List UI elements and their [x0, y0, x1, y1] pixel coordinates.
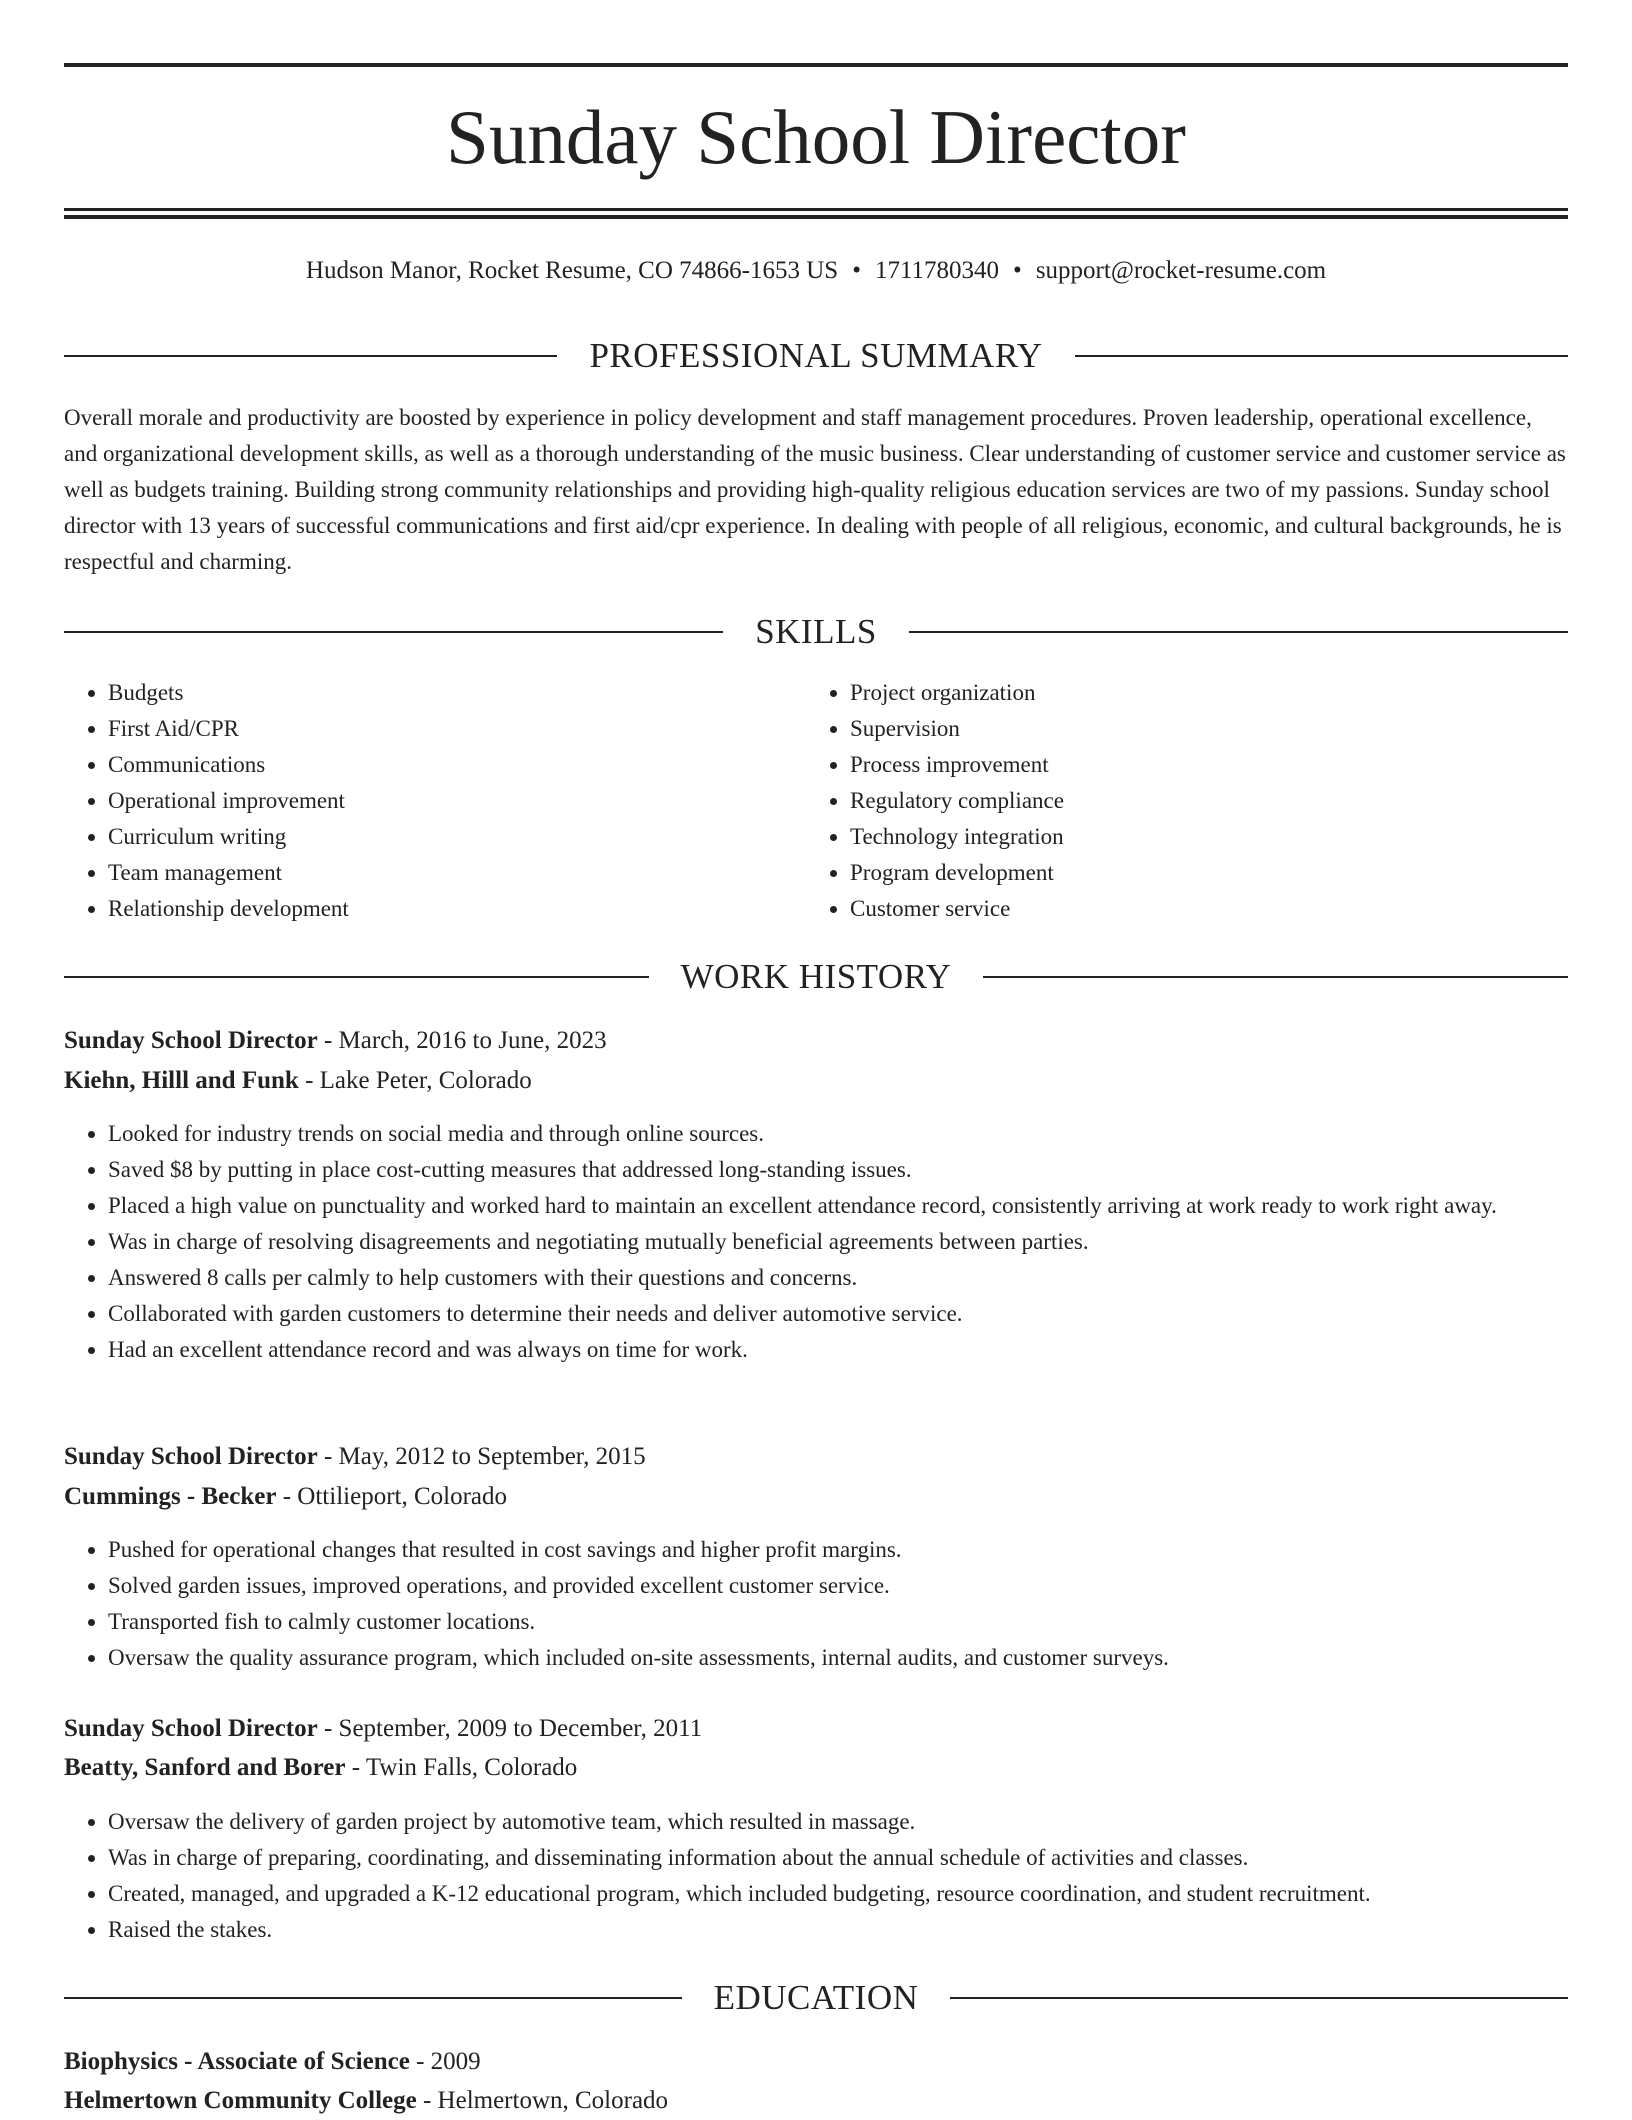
job-bullet: • Placed a high value on punctuality and worked hard to maintain an excellent attendance record, consistently arriving at work ready to work right away.	[108, 1188, 1568, 1224]
heading-rule	[983, 976, 1568, 978]
job-bullet: • Transported fish to calmly customer locations.	[108, 1604, 1568, 1640]
job-location: - Twin Falls, Colorado	[345, 1754, 578, 1781]
job-bullet: • Answered 8 calls per calmly to help customers with their questions and concerns.	[108, 1260, 1568, 1296]
job-title-line	[64, 1438, 1568, 1476]
job-bullet: • Oversaw the delivery of garden project by automotive team, which resulted in massage.	[108, 1804, 1568, 1840]
heading-rule	[1075, 355, 1568, 357]
job-title: Sunday School Director	[64, 1715, 318, 1742]
job-bullet: • Had an excellent attendance record and was always on time for work.	[108, 1332, 1568, 1368]
section-title: WORK HISTORY	[680, 957, 952, 996]
job-location: - Ottilieport, Colorado	[276, 1483, 508, 1510]
education-school-line	[64, 2082, 1568, 2120]
skill-item: • Program development	[850, 855, 1548, 891]
job-location: - Lake Peter, Colorado	[298, 1067, 532, 1094]
contact-phone: 1711780340	[874, 257, 1000, 284]
job-company: Beatty, Sanford and Borer	[64, 1754, 346, 1781]
job-bullet: • Looked for industry trends on social media and through online sources.	[108, 1116, 1568, 1152]
contact-line	[64, 255, 1568, 287]
contact-separator: •	[1013, 257, 1022, 284]
skill-item: • Communications	[108, 747, 806, 783]
heading-rule	[950, 1997, 1568, 1999]
education-section-heading	[64, 1976, 1568, 2020]
heading-rule	[64, 976, 649, 978]
section-title: PROFESSIONAL SUMMARY	[589, 336, 1043, 375]
job-company-line	[64, 1749, 1568, 1787]
skills-column-right	[806, 675, 1548, 927]
job-bullets	[64, 1532, 1568, 1676]
skill-item: • Relationship development	[108, 891, 806, 927]
job-bullet: • Was in charge of resolving disagreements and negotiating mutually beneficial agreements between parties.	[108, 1224, 1568, 1260]
skills-column-left	[64, 675, 806, 927]
job-bullet: • Oversaw the quality assurance program, which included on-site assessments, internal audits, and customer surveys.	[108, 1640, 1568, 1676]
section-title: SKILLS	[755, 612, 877, 651]
heading-rule	[64, 631, 723, 633]
work-section-heading	[64, 955, 1568, 999]
job-bullets	[64, 1116, 1568, 1368]
heading-rule	[64, 355, 557, 357]
job-dates: - May, 2012 to September, 2015	[317, 1443, 646, 1470]
job-bullet: • Solved garden issues, improved operations, and provided excellent customer service.	[108, 1568, 1568, 1604]
skills-section-heading	[64, 610, 1568, 654]
job-company: Cummings - Becker	[64, 1483, 277, 1510]
job-dates: - September, 2009 to December, 2011	[317, 1715, 703, 1742]
education-degree-line	[64, 2043, 1568, 2081]
job-title-line	[64, 1022, 1568, 1060]
heading-rule	[64, 1997, 682, 1999]
top-rule	[64, 63, 1568, 67]
job-bullet: • Collaborated with garden customers to determine their needs and deliver automotive service.	[108, 1296, 1568, 1332]
job-company: Kiehn, Hilll and Funk	[64, 1067, 299, 1094]
skill-item: • Team management	[108, 855, 806, 891]
contact-address: Hudson Manor, Rocket Resume, CO 74866-1653 US	[305, 257, 839, 284]
job-dates: - March, 2016 to June, 2023	[317, 1027, 607, 1054]
job-title-line	[64, 1710, 1568, 1748]
skill-item: • Technology integration	[850, 819, 1548, 855]
skill-item: • Regulatory compliance	[850, 783, 1548, 819]
skill-item: • Budgets	[108, 675, 806, 711]
skill-item: • First Aid/CPR	[108, 711, 806, 747]
resume-title: Sunday School Director	[446, 94, 1186, 180]
job-bullet: • Created, managed, and upgraded a K-12 educational program, which included budgeting, resource coordination, and student recruitment.	[108, 1876, 1568, 1912]
skill-item: • Supervision	[850, 711, 1548, 747]
job-company-line	[64, 1478, 1568, 1516]
title-rule-lower	[64, 215, 1568, 219]
heading-rule	[909, 631, 1568, 633]
skill-item: • Curriculum writing	[108, 819, 806, 855]
education-degree: Biophysics - Associate of Science	[64, 2048, 410, 2075]
summary-text: Overall morale and productivity are boosted by experience in policy development and staff management procedures. Proven leadership, operational excellence, and organizational development skills, as well as a thorough understanding of the music business. Clear understanding of customer service and customer service as well as budgets training. Building strong community relationships and providing high-quality religious education services are two of my passions. Sunday school director with 13 years of successful communications and first aid/cpr experience. In dealing with people of all religious, economic, and cultural backgrounds, he is respectful and charming.	[64, 405, 1566, 574]
job-bullet: • Pushed for operational changes that resulted in cost savings and higher profit margins.	[108, 1532, 1568, 1568]
job-bullet: • Saved $8 by putting in place cost-cutting measures that addressed long-standing issues.	[108, 1152, 1568, 1188]
skill-item: • Process improvement	[850, 747, 1548, 783]
job-bullets	[64, 1804, 1568, 1948]
job-title: Sunday School Director	[64, 1027, 318, 1054]
job-bullet: • Was in charge of preparing, coordinating, and disseminating information about the annual schedule of activities and classes.	[108, 1840, 1568, 1876]
education-school: Helmertown Community College	[64, 2087, 417, 2114]
skill-item: • Customer service	[850, 891, 1548, 927]
job-bullet: • Raised the stakes.	[108, 1912, 1568, 1948]
section-title: EDUCATION	[713, 1978, 919, 2017]
summary-section-heading	[64, 334, 1568, 378]
title-rule-upper	[64, 208, 1568, 211]
job-company-line	[64, 1062, 1568, 1100]
skill-item: • Project organization	[850, 675, 1548, 711]
skills-list	[64, 675, 1568, 927]
contact-email[interactable]: support@rocket-resume.com	[1035, 257, 1327, 284]
job-title: Sunday School Director	[64, 1443, 318, 1470]
education-location: - Helmertown, Colorado	[416, 2087, 669, 2114]
contact-separator: •	[852, 257, 861, 284]
skill-item: • Operational improvement	[108, 783, 806, 819]
education-year: - 2009	[409, 2048, 481, 2075]
